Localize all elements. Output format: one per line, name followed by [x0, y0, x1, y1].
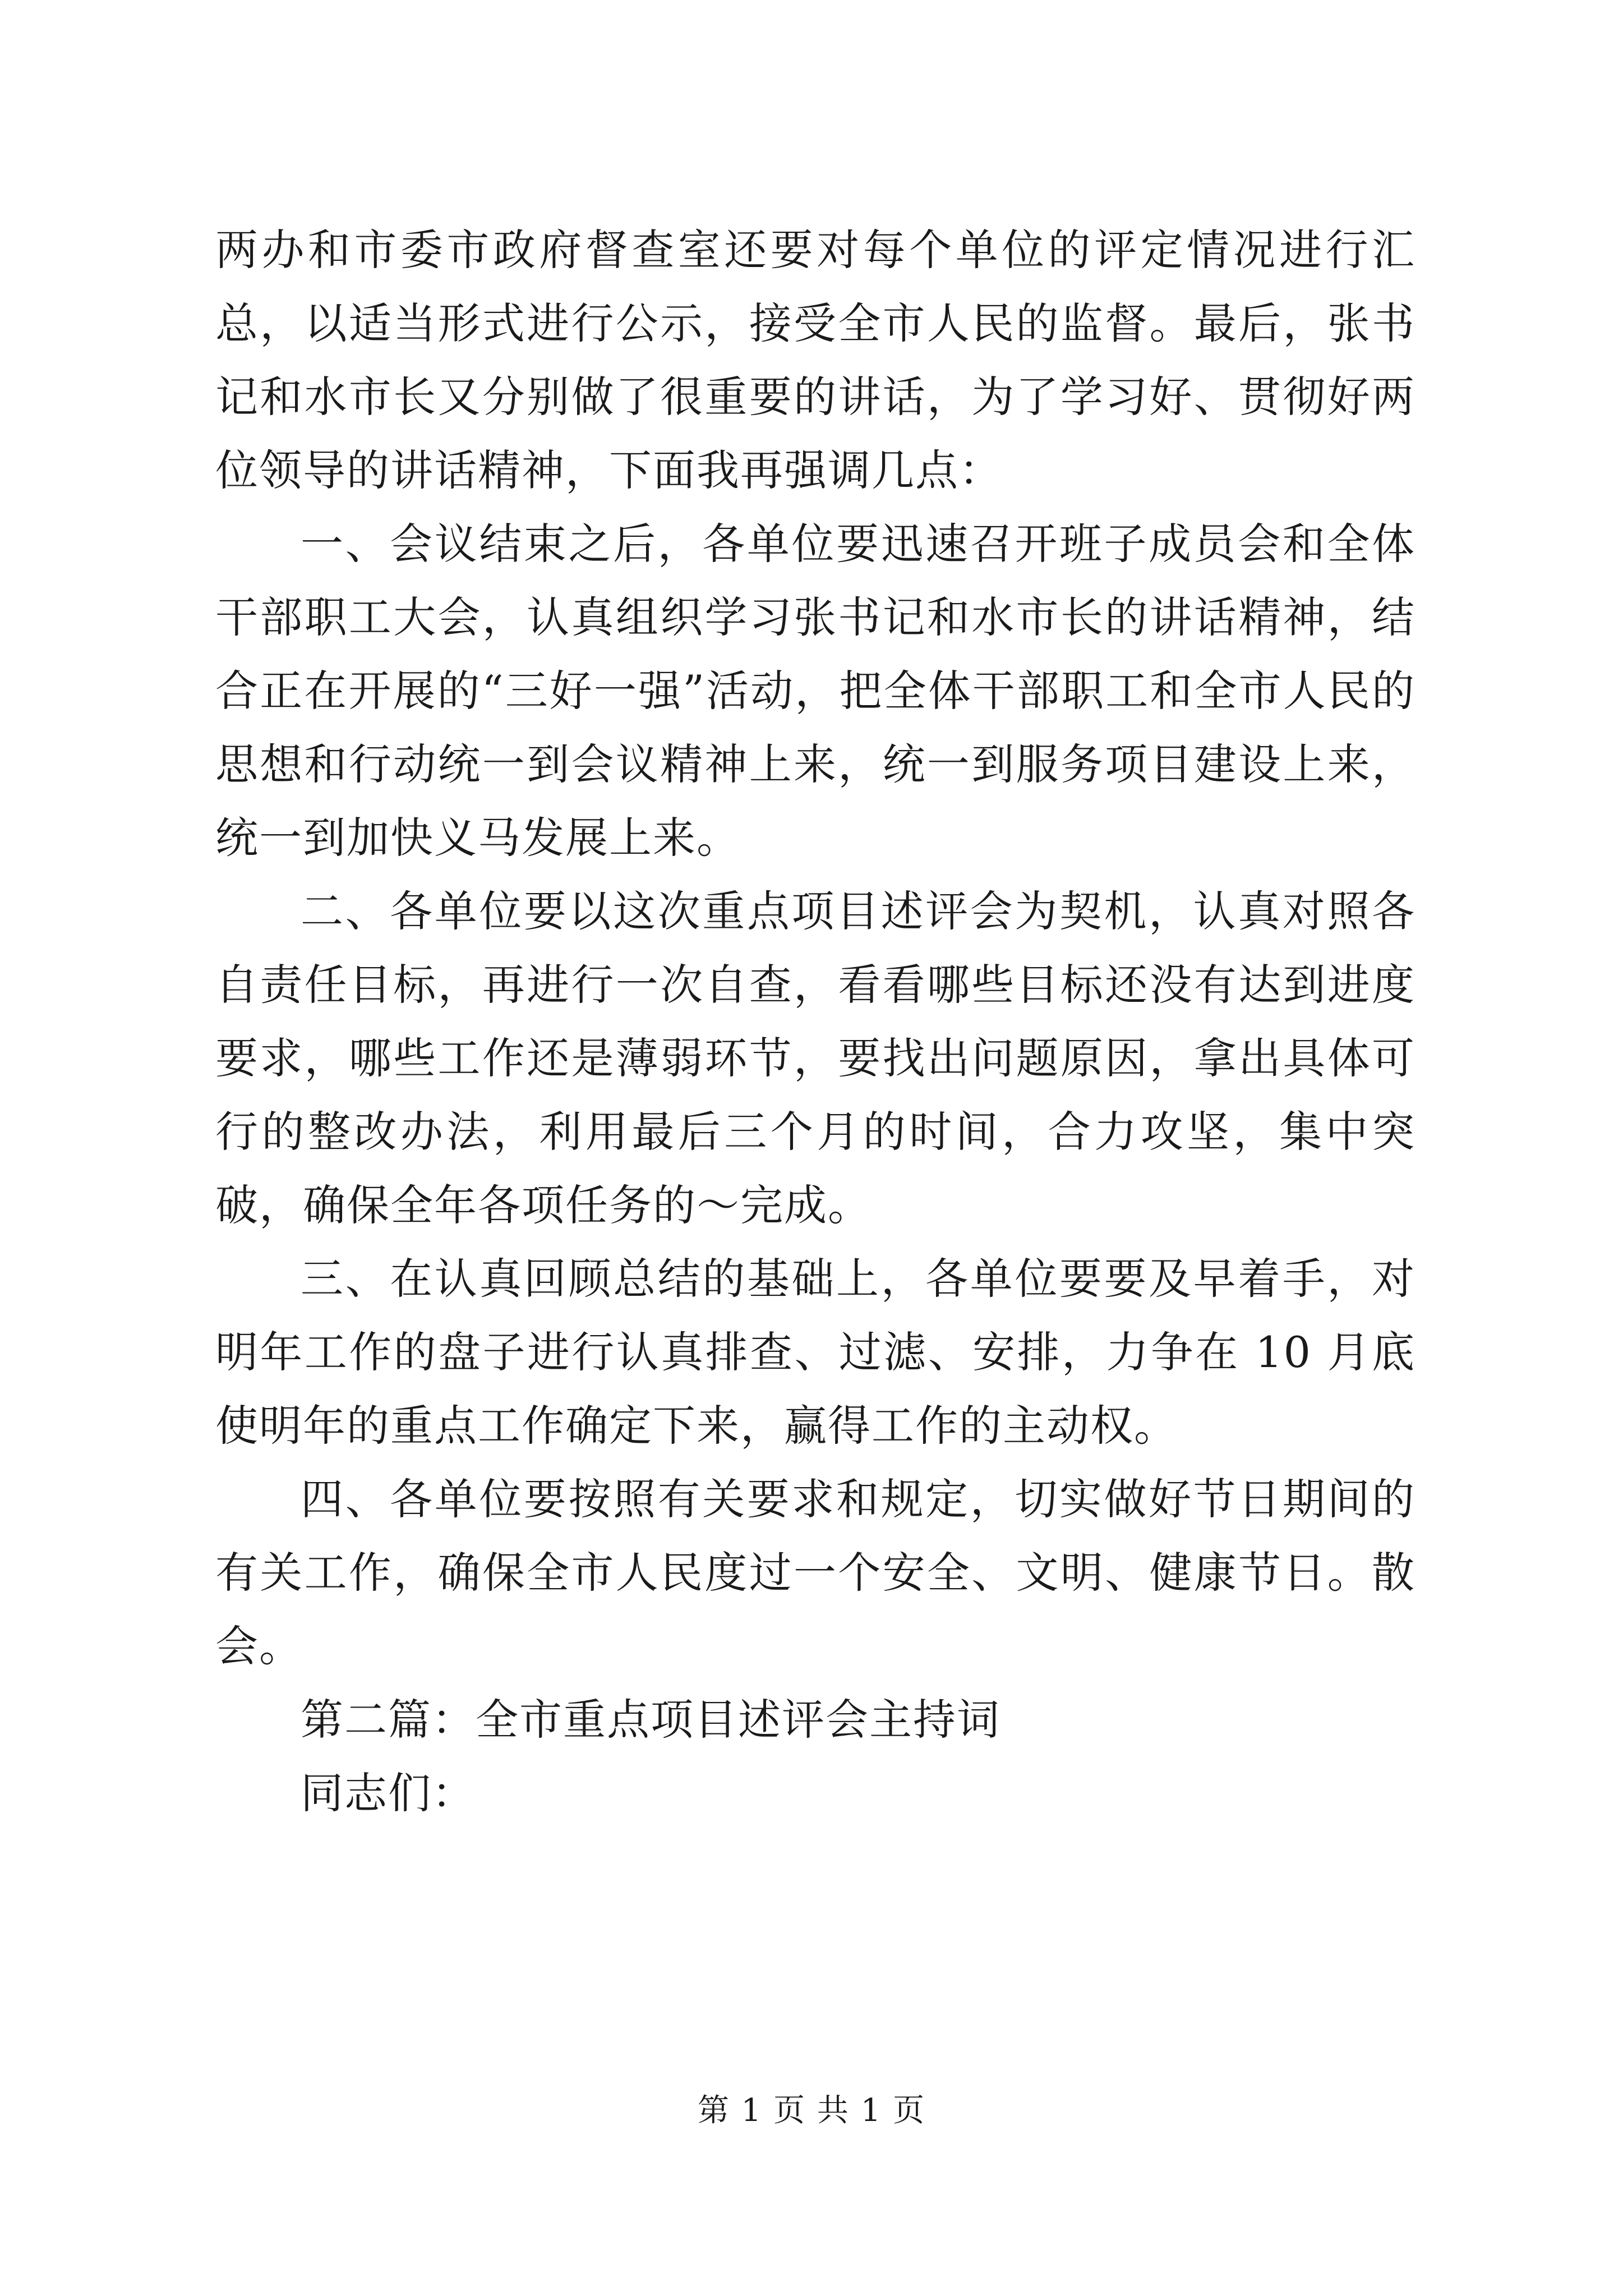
paragraph-point-four: 四、各单位要按照有关要求和规定，切实做好节日期间的有关工作，确保全市人民度过一个安全、文明、健康节日。散会。 — [215, 1474, 1415, 1671]
document-body — [215, 213, 1415, 1830]
paragraph-point-two: 二、各单位要以这次重点项目述评会为契机，认真对照各自责任目标，再进行一次自查，看看哪些目标还没有达到进度要求，哪些工作还是薄弱环节，要找出问题原因，拿出具体可行的整改办法，利用最后三个月的时间，合力攻坚，集中突破，确保全年各项任务的～完成。 — [215, 886, 1415, 1230]
page-number-footer: 第 1 页 共 1 页 — [697, 2092, 926, 2129]
paragraph-point-one: 一、会议结束之后，各单位要迅速召开班子成员会和全体干部职工大会，认真组织学习张书记和水市长的讲话精神，结合正在开展的“三好一强”活动，把全体干部职工和全市人民的思想和行动统一到会议精神上来，统一到服务项目建设上来，统一到加快义马发展上来。 — [215, 519, 1415, 863]
paragraph-point-three: 三、在认真回顾总结的基础上，各单位要要及早着手，对明年工作的盘子进行认真排查、过滤、安排，力争在 10 月底使明年的重点工作确定下来，赢得工作的主动权。 — [215, 1254, 1415, 1451]
section-heading: 第二篇：全市重点项目述评会主持词 — [301, 1695, 1000, 1745]
salutation: 同志们： — [301, 1768, 476, 1818]
paragraph-intro: 两办和市委市政府督查室还要对每个单位的评定情况进行汇总，以适当形式进行公示，接受全市人民的监督。最后，张书记和水市长又分别做了很重要的讲话，为了学习好、贯彻好两位领导的讲话精神，下面我再强调几点： — [215, 225, 1415, 495]
